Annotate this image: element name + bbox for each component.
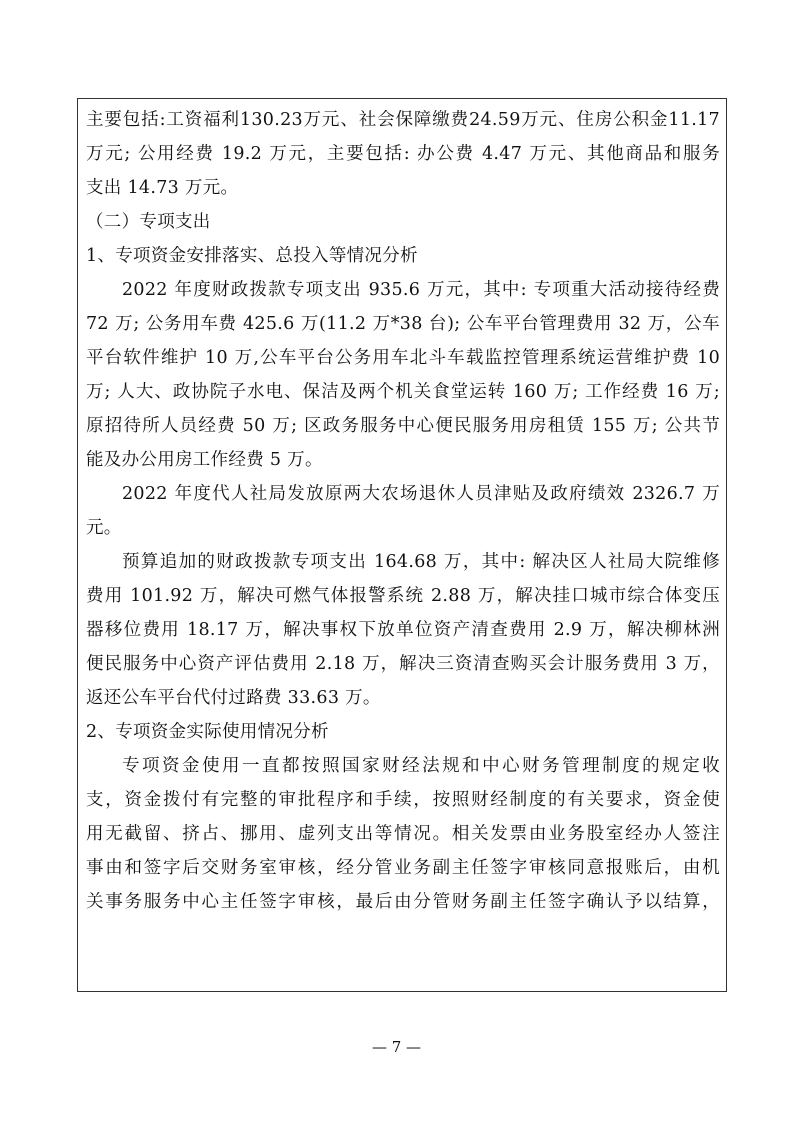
text-line: 主要包括:工资福利130.23万元、社会保障缴费24.59万元、住房公积金11.17 — [86, 110, 720, 130]
subsection-heading: 1、专项资金安排落实、总投入等情况分析 — [86, 246, 418, 266]
page-number: — 7 — — [371, 1038, 422, 1056]
text-line: 万; 人大、政协院子水电、保洁及两个机关食堂运转 160 万; 工作经费 16 万; — [86, 382, 720, 402]
text-line: 返还公车平台代付过路费 33.63 万。 — [86, 688, 381, 708]
text-line: 万元; 公用经费 19.2 万元，主要包括: 办公费 4.47 万元、其他商品和服务 — [86, 144, 720, 164]
subsection-heading: 2、专项资金实际使用情况分析 — [86, 722, 329, 742]
document-body — [86, 103, 720, 919]
section-heading: （二）专项支出 — [86, 212, 211, 232]
text-line: 器移位费用 18.17 万，解决事权下放单位资产清查费用 2.9 万，解决柳林洲 — [86, 620, 720, 640]
text-line: 支出 14.73 万元。 — [86, 178, 239, 198]
text-line: 2022 年度代人社局发放原两大农场退休人员津贴及政府绩效 2326.7 万 — [122, 484, 720, 504]
text-line: 预算追加的财政拨款专项支出 164.68 万，其中: 解决区人社局大院维修 — [122, 552, 720, 572]
text-line: 能及办公用房工作经费 5 万。 — [86, 450, 323, 470]
text-line: 事由和签字后交财务室审核，经分管业务副主任签字审核同意报账后，由机 — [86, 858, 720, 878]
text-line: 费用 101.92 万，解决可燃气体报警系统 2.88 万，解决挂口城市综合体变压 — [86, 586, 720, 606]
text-line: 支，资金拨付有完整的审批程序和手续，按照财经制度的有关要求，资金使 — [86, 790, 720, 810]
text-line: 用无截留、挤占、挪用、虚列支出等情况。相关发票由业务股室经办人签注 — [86, 824, 720, 844]
text-line: 关事务服务中心主任签字审核，最后由分管财务副主任签字确认予以结算， — [86, 892, 720, 912]
text-line: 2022 年度财政拨款专项支出 935.6 万元，其中: 专项重大活动接待经费 — [122, 280, 720, 300]
text-line: 72 万; 公务用车费 425.6 万(11.2 万*38 台); 公车平台管理费用 32 万，公车 — [86, 314, 720, 334]
text-line: 平台软件维护 10 万,公车平台公务用车北斗车载监控管理系统运营维护费 10 — [86, 348, 720, 368]
text-line: 便民服务中心资产评估费用 2.18 万，解决三资清查购买会计服务费用 3 万， — [86, 654, 720, 674]
text-line: 原招待所人员经费 50 万; 区政务服务中心便民服务用房租赁 155 万; 公共节 — [86, 416, 720, 436]
text-line: 专项资金使用一直都按照国家财经法规和中心财务管理制度的规定收 — [122, 756, 720, 776]
text-line: 元。 — [86, 518, 122, 538]
